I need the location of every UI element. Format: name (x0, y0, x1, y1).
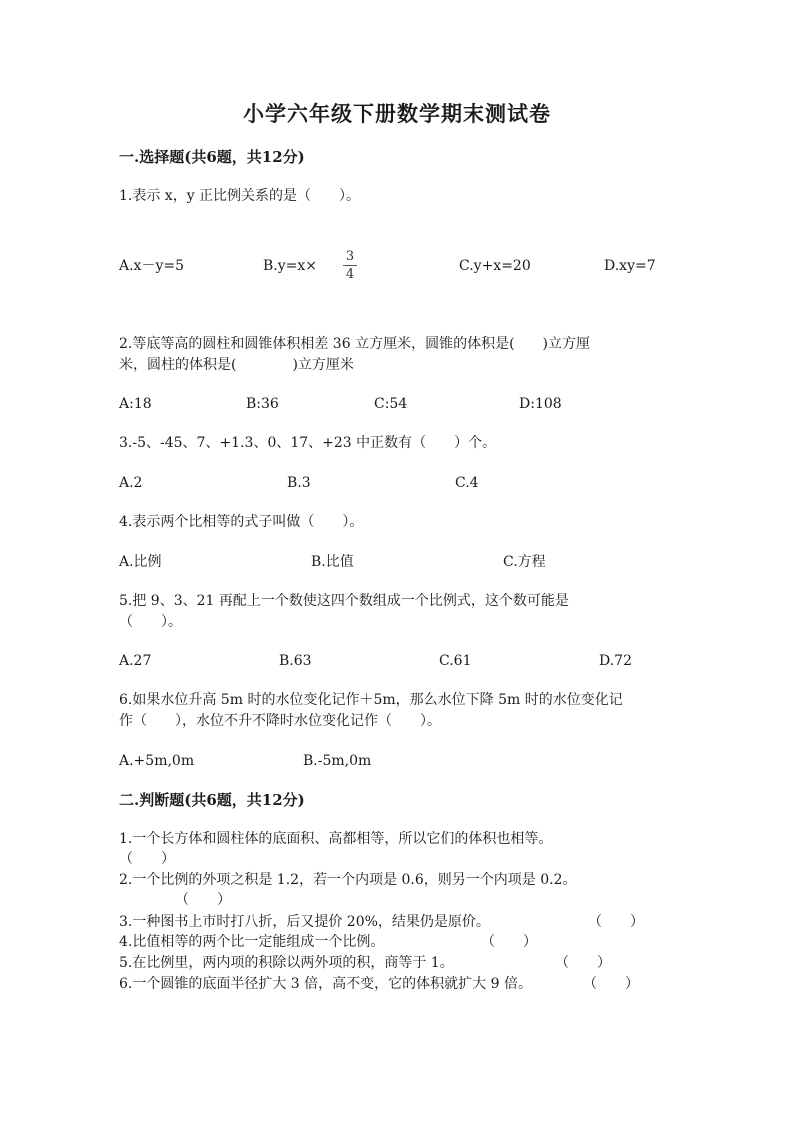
judgment-item-3-blank: （ ） (588, 914, 644, 930)
question-2-option-d: D:108 (519, 396, 562, 412)
question-1-option-b: B.y=x× (263, 258, 318, 274)
judgment-item-5-text: 5.在比例里，两内项的积除以两外项的积，商等于 1。 (119, 955, 454, 971)
question-5-stem-line1: 5.把 9、3、21 再配上一个数使这四个数组成一个比例式，这个数可能是 (119, 593, 569, 609)
question-2-option-c: C:54 (374, 396, 408, 412)
judgment-item-2-blank: （ ） (175, 892, 231, 908)
question-1-option-c: C.y+x=20 (459, 258, 531, 274)
judgment-item-6-text: 6.一个圆锥的底面半径扩大 3 倍，高不变，它的体积就扩大 9 倍。 (119, 976, 532, 992)
question-5-option-d: D.72 (599, 653, 632, 669)
question-6-stem-line1: 6.如果水位升高 5m 时的水位变化记作＋5m，那么水位下降 5m 时的水位变化记 (119, 692, 623, 708)
question-3-stem: 3.-5、-45、7、+1.3、0、17、+23 中正数有（ ）个。 (119, 435, 497, 451)
question-2-stem-line1: 2.等底等高的圆柱和圆锥体积相差 36 立方厘米，圆锥的体积是( )立方厘 (119, 336, 590, 352)
judgment-item-4-text: 4.比值相等的两个比一定能组成一个比例。 (119, 934, 385, 950)
fraction-denominator: 4 (345, 267, 355, 282)
judgment-item-4-blank: （ ） (481, 934, 537, 950)
question-5-option-a: A.27 (119, 653, 152, 669)
question-1-option-b-fraction (343, 249, 357, 282)
question-1-stem: 1.表示 x，y 正比例关系的是（ ）。 (119, 188, 361, 204)
fraction-bar (343, 265, 357, 266)
fraction-numerator: 3 (345, 249, 355, 264)
section-heading-choice: 一.选择题(共6题，共12分) (119, 148, 305, 166)
question-4-stem: 4.表示两个比相等的式子叫做（ ）。 (119, 514, 364, 530)
question-1-option-d: D.xy=7 (604, 258, 656, 274)
judgment-item-3-text: 3.一种图书上市时打八折，后又提价 20%，结果仍是原价。 (119, 914, 490, 930)
section-heading-judgment: 二.判断题(共6题，共12分) (119, 791, 305, 809)
question-5-stem-line2: （ ）。 (119, 614, 182, 630)
question-3-option-c: C.4 (455, 475, 479, 491)
judgment-item-5-blank: （ ） (555, 955, 611, 971)
question-2-option-a: A:18 (119, 396, 152, 412)
question-4-option-b: B.比值 (311, 554, 354, 570)
judgment-item-2-text: 2.一个比例的外项之积是 1.2，若一个内项是 0.6，则另一个内项是 0.2。 (119, 872, 577, 888)
question-3-option-b: B.3 (287, 475, 311, 491)
question-5-option-c: C.61 (439, 653, 472, 669)
question-4-option-c: C.方程 (503, 554, 546, 570)
question-2-stem-line2: 米，圆柱的体积是( )立方厘米 (119, 357, 354, 373)
question-6-option-a: A.+5m,0m (119, 753, 195, 769)
question-2-option-b: B:36 (246, 396, 279, 412)
question-4-option-a: A.比例 (119, 554, 162, 570)
question-1-option-a: A.x－y=5 (119, 258, 185, 274)
page-title: 小学六年级下册数学期末测试卷 (243, 101, 551, 126)
question-5-option-b: B.63 (279, 653, 312, 669)
judgment-item-1-text: 1.一个长方体和圆柱体的底面积、高都相等，所以它们的体积也相等。 (119, 831, 553, 847)
judgment-item-1-blank: （ ） (119, 851, 175, 867)
question-3-option-a: A.2 (119, 475, 143, 491)
question-6-stem-line2: 作（ ），水位不升不降时水位变化记作（ ）。 (119, 713, 441, 729)
judgment-item-6-blank: （ ） (583, 976, 639, 992)
question-6-option-b: B.-5m,0m (303, 753, 372, 769)
